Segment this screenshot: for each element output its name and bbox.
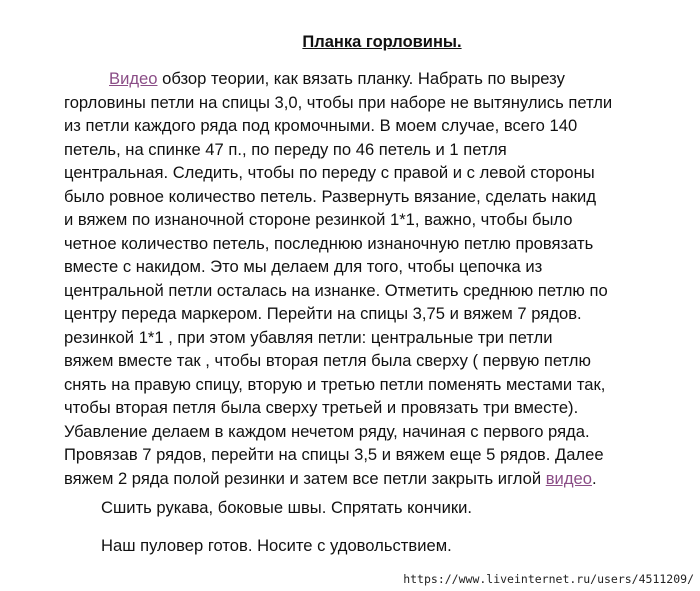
- paragraph-finished: Наш пуловер готов. Носите с удовольствием.: [101, 536, 452, 555]
- line-text: обзор теории, как вязать планку. Набрать по вырезу: [157, 69, 565, 88]
- video-link[interactable]: Видео: [109, 69, 158, 88]
- video-link[interactable]: видео: [545, 468, 592, 488]
- text-line: [64, 67, 664, 91]
- text-line: чтобы вторая петля была сверху третьей и провязать три вместе).: [64, 398, 579, 417]
- text-line: центральная. Следить, чтобы по переду с правой и с левой стороны: [64, 163, 595, 182]
- text-line: резинкой 1*1 , при этом убавляя петли: центральные три петли: [64, 327, 553, 347]
- text-line: центру переда маркером. Перейти на спицы 3,75 и вяжем 7 рядов.: [64, 304, 582, 323]
- paragraph-sewing: Сшить рукава, боковые швы. Спрятать кончики.: [101, 498, 472, 517]
- text-line: и вяжем по изнаночной стороне резинкой 1*1, важно, чтобы было: [64, 210, 573, 229]
- text-line: петель, на спинке 47 п., по переду по 46 петель и 1 петля: [64, 139, 507, 159]
- main-paragraph: [64, 67, 664, 490]
- text-line: Убавление делаем в каждом нечетом ряду, начиная с первого ряда.: [64, 421, 590, 441]
- text-line: вяжем вместе так , чтобы вторая петля была сверху ( первую петлю: [64, 351, 591, 370]
- line-text: вяжем 2 ряда полой резинки и затем все петли закрыть иглой: [64, 468, 546, 488]
- page-title: Планка горловины.: [302, 33, 462, 51]
- text-line: Провязав 7 рядов, перейти на спицы 3,5 и вяжем еще 5 рядов. Далее: [64, 445, 604, 464]
- text-line: вместе с накидом. Это мы делаем для того, чтобы цепочка из: [64, 257, 543, 276]
- text-line: было ровное количество петель. Развернуть вязание, сделать накид: [64, 186, 597, 206]
- text-line: [64, 467, 664, 491]
- text-line: четное количество петель, последнюю изнаночную петлю провязать: [64, 233, 594, 253]
- text-line: снять на правую спицу, вторую и третью петли поменять местами так,: [64, 374, 606, 394]
- source-url-watermark: https://www.liveinternet.ru/users/4511209/: [403, 572, 694, 586]
- text-line: из петли каждого ряда под кромочными. В моем случае, всего 140: [64, 116, 578, 135]
- line-end: .: [591, 468, 597, 488]
- text-line: центральной петли осталась на изнанке. Отметить среднюю петлю по: [64, 280, 608, 300]
- text-line: горловины петли на спицы 3,0, чтобы при наборе не вытянулись петли: [64, 92, 613, 112]
